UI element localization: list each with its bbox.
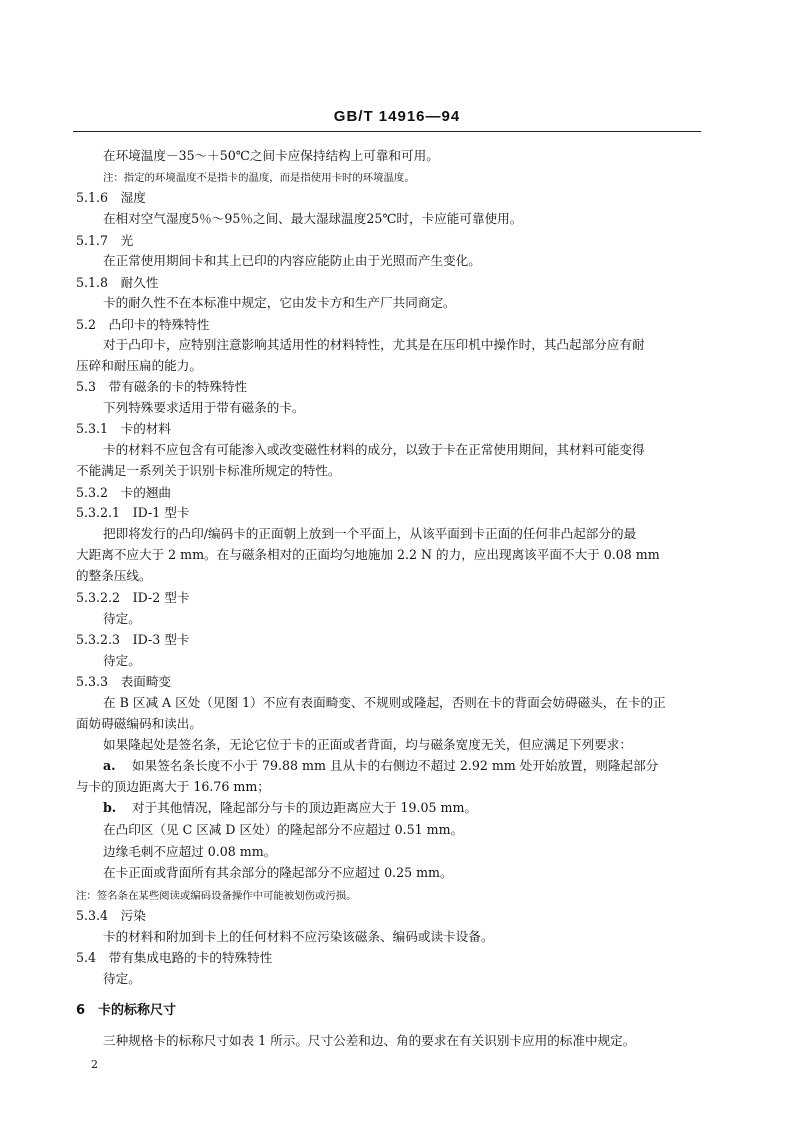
- text-line: 在正常使用期间卡和其上已印的内容应能防止由于光照而产生变化。: [103, 253, 481, 268]
- note-line: 注：指定的环境温度不是指卡的温度，而是指使用卡时的环境温度。: [103, 172, 415, 184]
- list-item-b: 对于其他情况，隆起部分与卡的顶边距离应大于 19.05 mm。: [132, 800, 478, 815]
- chapter-heading: 6 卡的标称尺寸: [76, 1003, 177, 1018]
- text-line: 如果隆起处是签名条，无论它位于卡的正面或者背面，均与磁条宽度无关，但应满足下列要求：: [103, 737, 632, 752]
- section-heading: 5.1.6 湿度: [76, 190, 146, 205]
- text-line: 的整条压线。: [76, 568, 152, 583]
- text-line: 待定。: [103, 653, 141, 668]
- section-heading: 5.3.2.3 ID-3 型卡: [76, 632, 190, 647]
- text-line: 在环境温度－35～＋50℃之间卡应保持结构上可靠和可用。: [103, 148, 439, 163]
- text-line: 在卡正面或背面所有其余部分的隆起部分不应超过 0.25 mm。: [103, 865, 453, 880]
- section-heading: 5.2 凸印卡的特殊特性: [76, 317, 210, 332]
- text-line: 压碎和耐压扁的能力。: [76, 358, 202, 373]
- list-marker-b: b.: [103, 800, 117, 815]
- section-heading: 5.3.3 表面畸变: [76, 674, 172, 689]
- section-heading: 5.3.2.1 ID-1 型卡: [76, 505, 190, 520]
- text-line: 面妨碍磁编码和读出。: [76, 716, 202, 731]
- text-line: 在相对空气湿度5％～95％之间、最大湿球温度25℃时，卡应能可靠使用。: [103, 211, 523, 226]
- text-line: 在 B 区减 A 区处（见图 1）不应有表面畸变、不规则或隆起，否则在卡的背面会妨碍磁头，在卡的正: [103, 695, 666, 710]
- note-line: 注：签名条在某些阅读或编码设备操作中可能被划伤或污损。: [76, 890, 357, 902]
- page-number: 2: [91, 1058, 98, 1071]
- text-line: 待定。: [103, 611, 141, 626]
- text-line: 卡的材料不应包含有可能渗入或改变磁性材料的成分，以致于卡在正常使用期间，其材料可能变得: [103, 442, 645, 457]
- text-line: 待定。: [103, 971, 141, 986]
- section-heading: 5.1.7 光: [76, 233, 134, 248]
- text-line: 卡的耐久性不在本标准中规定，它由发卡方和生产厂共同商定。: [103, 295, 456, 310]
- list-item-a: 如果签名条长度不小于 79.88 mm 且从卡的右侧边不超过 2.92 mm 处开始放置，则隆起部分: [132, 758, 659, 773]
- section-heading: 5.4 带有集成电路的卡的特殊特性: [76, 950, 273, 965]
- text-line: 与卡的顶边距离大于 16.76 mm；: [76, 779, 270, 794]
- section-heading: 5.3.4 污染: [76, 908, 146, 923]
- text-line: 不能满足一系列关于识别卡标准所规定的特性。: [76, 463, 341, 478]
- text-line: 对于凸印卡，应特别注意影响其适用性的材料特性，尤其是在压印机中操作时，其凸起部分应有耐: [103, 337, 645, 352]
- text-line: 把即将发行的凸印/编码卡的正面朝上放到一个平面上，从该平面到卡正面的任何非凸起部分的最: [103, 526, 637, 541]
- section-heading: 5.3.2 卡的翘曲: [76, 485, 172, 500]
- text-line: 大距离不应大于 2 mm。在与磁条相对的正面均匀地施加 2.2 N 的力，应出现离该平面不大于 0.08 mm: [76, 547, 660, 562]
- text-line: 卡的材料和附加到卡上的任何材料不应污染该磁条、编码或读卡设备。: [103, 929, 494, 944]
- text-line: 在凸印区（见 C 区减 D 区处）的隆起部分不应超过 0.51 mm。: [103, 822, 464, 837]
- header-rule: [73, 131, 701, 132]
- section-heading: 5.3.1 卡的材料: [76, 421, 172, 436]
- text-line: 下列特殊要求适用于带有磁条的卡。: [103, 400, 305, 415]
- section-heading: 5.3.2.2 ID-2 型卡: [76, 590, 190, 605]
- list-marker-a: a.: [103, 758, 116, 773]
- section-heading: 5.1.8 耐久性: [76, 275, 159, 290]
- text-line: 边缘毛刺不应超过 0.08 mm。: [103, 844, 277, 859]
- text-line: 三种规格卡的标称尺寸如表 1 所示。尺寸公差和边、角的要求在有关识别卡应用的标准中规定。: [103, 1033, 636, 1048]
- page-header: GB/T 14916—94: [333, 108, 461, 125]
- section-heading: 5.3 带有磁条的卡的特殊特性: [76, 379, 248, 394]
